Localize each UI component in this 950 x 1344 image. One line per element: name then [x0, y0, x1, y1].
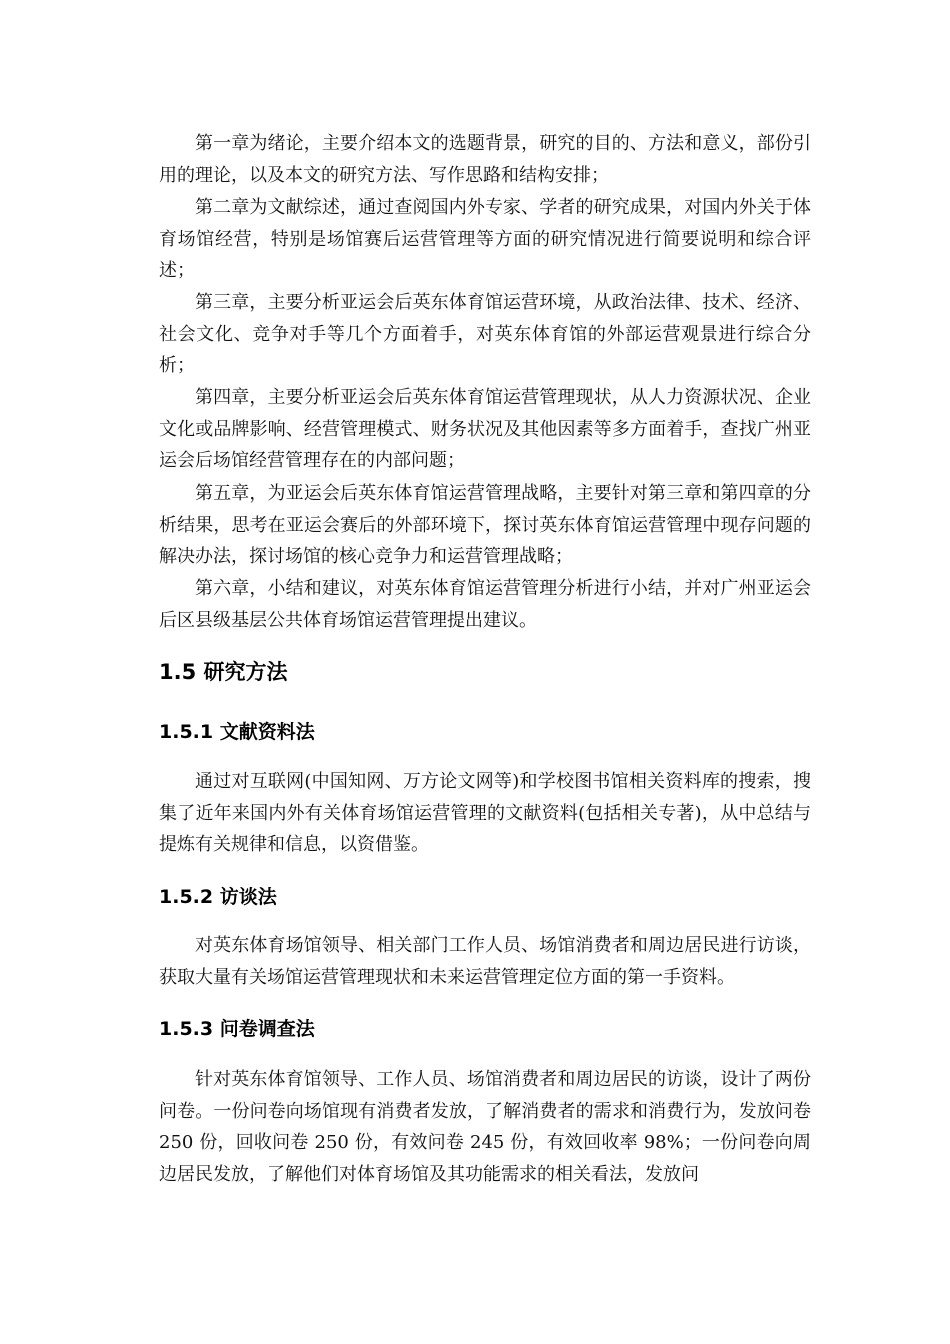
paragraph-chapter-2: 第二章为文献综述，通过查阅国内外专家、学者的研究成果，对国内外关于体育场馆经营，特别是场馆赛后运营管理等方面的研究情况进行简要说明和综合评述； [159, 197, 811, 281]
subsection-heading-questionnaire: 1.5.3 问卷调查法 [159, 1018, 315, 1040]
paragraph-interview-method: 对英东体育场馆领导、相关部门工作人员、场馆消费者和周边居民进行访谈，获取大量有关场馆运营管理现状和未来运营管理定位方面的第一手资料。 [159, 935, 811, 988]
paragraph-questionnaire-method: 针对英东体育馆领导、工作人员、场馆消费者和周边居民的访谈，设计了两份问卷。一份问卷向场馆现有消费者发放，了解消费者的需求和消费行为，发放问卷 250 份，回收问卷 250 份，有效问卷 245 份，有效回收率 98%；一份问卷向周边居民发放，了解他们对体育场馆及其功能需求的相关看法，发放问 [159, 1069, 811, 1185]
paragraph-chapter-4: 第四章，主要分析亚运会后英东体育馆运营管理现状，从人力资源状况、企业文化或品牌影响、经营管理模式、财务状况及其他因素等多方面着手，查找广州亚运会后场馆经营管理存在的内部问题； [159, 387, 811, 471]
section-heading: 1.5 研究方法 [159, 660, 288, 684]
paragraph-literature-method: 通过对互联网(中国知网、万方论文网等)和学校图书馆相关资料库的搜索，搜集了近年来国内外有关体育场馆运营管理的文献资料(包括相关专著)，从中总结与提炼有关规律和信息，以资借鉴。 [159, 771, 811, 855]
paragraph-chapter-3: 第三章，主要分析亚运会后英东体育馆运营环境，从政治法律、技术、经济、社会文化、竞争对手等几个方面着手，对英东体育馆的外部运营观景进行综合分析； [159, 292, 811, 376]
paragraph-chapter-5: 第五章，为亚运会后英东体育馆运营管理战略，主要针对第三章和第四章的分析结果，思考在亚运会赛后的外部环境下，探讨英东体育馆运营管理中现存问题的解决办法，探讨场馆的核心竞争力和运营管理战略； [159, 483, 811, 567]
subsection-heading-interview: 1.5.2 访谈法 [159, 886, 277, 908]
paragraph-chapter-6: 第六章，小结和建议，对英东体育馆运营管理分析进行小结，并对广州亚运会后区县级基层公共体育场馆运营管理提出建议。 [159, 578, 811, 631]
subsection-heading-literature: 1.5.1 文献资料法 [159, 721, 315, 743]
paragraph-chapter-1: 第一章为绪论，主要介绍本文的选题背景，研究的目的、方法和意义，部份引用的理论，以及本文的研究方法、写作思路和结构安排； [159, 133, 811, 186]
